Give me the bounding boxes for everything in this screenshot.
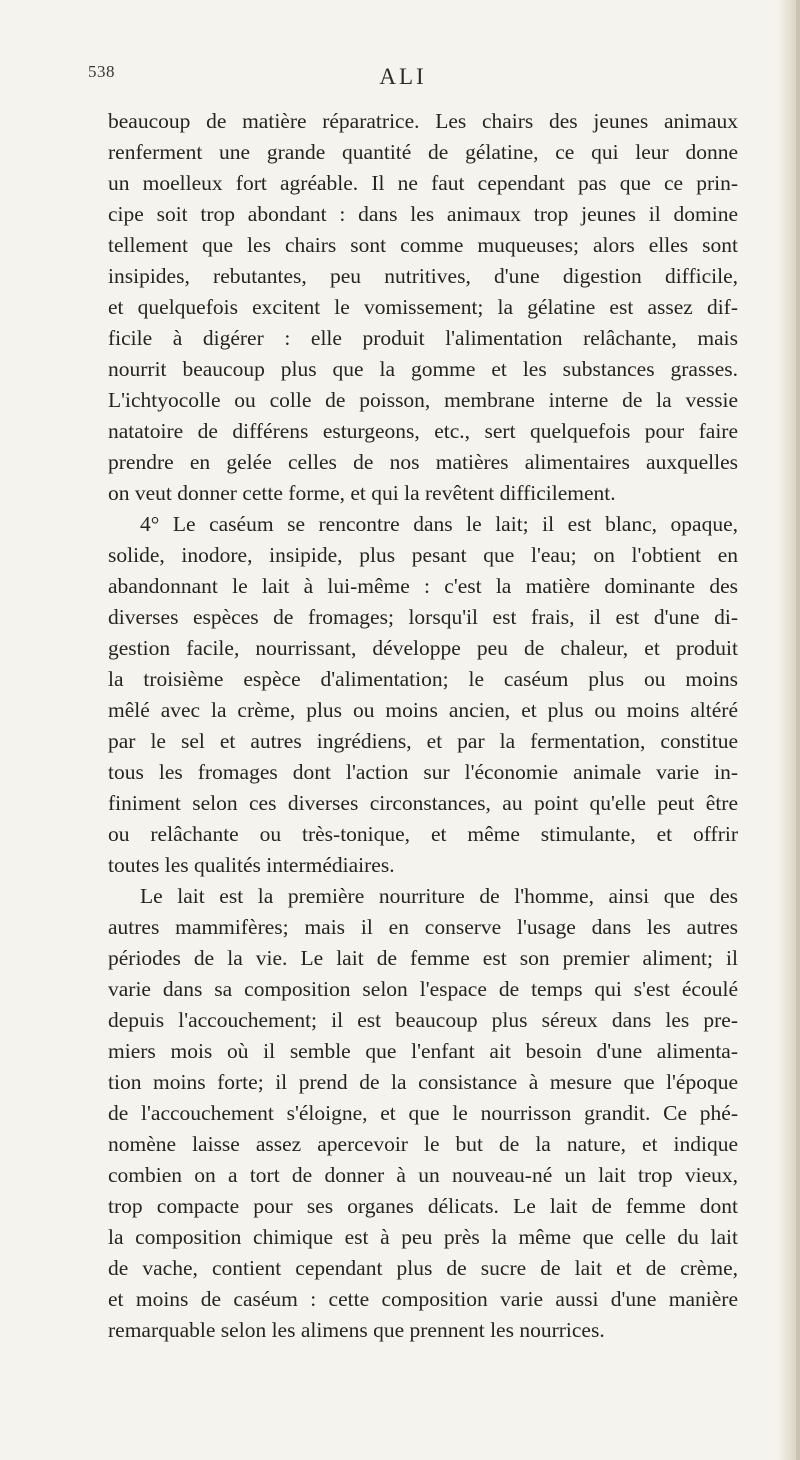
text-line: par le sel et autres ingrédiens, et par la fermentation, constitue <box>108 729 738 753</box>
body-text <box>108 106 738 1346</box>
text-line: mêlé avec la crème, plus ou moins ancien, et plus ou moins altéré <box>108 698 738 722</box>
text-line: la composition chimique est à peu près la même que celle du lait <box>108 1225 738 1249</box>
text-line: périodes de la vie. Le lait de femme est son premier aliment; il <box>108 946 738 970</box>
running-head: ALI <box>379 64 427 89</box>
page-edge <box>796 0 800 1460</box>
text-line: cipe soit trop abondant : dans les animaux trop jeunes il domine <box>108 202 738 226</box>
text-line: tellement que les chairs sont comme muqueuses; alors elles sont <box>108 233 738 257</box>
text-line: trop compacte pour ses organes délicats. Le lait de femme dont <box>108 1194 738 1218</box>
text-line: autres mammifères; mais il en conserve l'usage dans les autres <box>108 915 738 939</box>
text-line: solide, inodore, insipide, plus pesant que l'eau; on l'obtient en <box>108 543 738 567</box>
text-line: et quelquefois excitent le vomissement; la gélatine est assez dif- <box>108 295 738 319</box>
text-line: et moins de caséum : cette composition varie aussi d'une manière <box>108 1287 738 1311</box>
text-line: natatoire de différens esturgeons, etc., sert quelquefois pour faire <box>108 419 738 443</box>
text-line: diverses espèces de fromages; lorsqu'il est frais, il est d'une di- <box>108 605 738 629</box>
text-line: finiment selon ces diverses circonstances, au point qu'elle peut être <box>108 791 738 815</box>
text-line: ficile à digérer : elle produit l'alimentation relâchante, mais <box>108 326 738 350</box>
text-line: insipides, rebutantes, peu nutritives, d'une digestion difficile, <box>108 264 738 288</box>
text-line: 4° Le caséum se rencontre dans le lait; il est blanc, opaque, <box>140 512 738 536</box>
text-line: toutes les qualités intermédiaires. <box>108 853 395 877</box>
page-number: 538 <box>88 62 115 81</box>
page-header <box>88 62 718 92</box>
text-line: depuis l'accouchement; il est beaucoup plus séreux dans les pre- <box>108 1008 738 1032</box>
text-line: combien on a tort de donner à un nouveau-né un lait trop vieux, <box>108 1163 738 1187</box>
text-line: nomène laisse assez apercevoir le but de la nature, et indique <box>108 1132 738 1156</box>
text-line: on veut donner cette forme, et qui la revêtent difficilement. <box>108 481 616 505</box>
text-line: tous les fromages dont l'action sur l'économie animale varie in- <box>108 760 738 784</box>
text-line: ou relâchante ou très-tonique, et même stimulante, et offrir <box>108 822 738 846</box>
text-line: remarquable selon les alimens que prennent les nourrices. <box>108 1318 605 1342</box>
text-line: varie dans sa composition selon l'espace de temps qui s'est écoulé <box>108 977 738 1001</box>
text-line: la troisième espèce d'alimentation; le caséum plus ou moins <box>108 667 738 691</box>
text-line: L'ichtyocolle ou colle de poisson, membrane interne de la vessie <box>108 388 738 412</box>
text-line: tion moins forte; il prend de la consistance à mesure que l'époque <box>108 1070 738 1094</box>
text-line: miers mois où il semble que l'enfant ait besoin d'une alimenta- <box>108 1039 738 1063</box>
text-line: abandonnant le lait à lui-même : c'est la matière dominante des <box>108 574 738 598</box>
text-line: gestion facile, nourrissant, développe peu de chaleur, et produit <box>108 636 738 660</box>
text-line: beaucoup de matière réparatrice. Les chairs des jeunes animaux <box>108 109 738 133</box>
text-line: un moelleux fort agréable. Il ne faut cependant pas que ce prin- <box>108 171 738 195</box>
text-line: de vache, contient cependant plus de sucre de lait et de crème, <box>108 1256 738 1280</box>
text-line: prendre en gelée celles de nos matières alimentaires auxquelles <box>108 450 738 474</box>
text-line: de l'accouchement s'éloigne, et que le nourrisson grandit. Ce phé- <box>108 1101 738 1125</box>
text-line: renferment une grande quantité de gélatine, ce qui leur donne <box>108 140 738 164</box>
text-line: Le lait est la première nourriture de l'homme, ainsi que des <box>140 884 738 908</box>
text-line: nourrit beaucoup plus que la gomme et les substances grasses. <box>108 357 738 381</box>
